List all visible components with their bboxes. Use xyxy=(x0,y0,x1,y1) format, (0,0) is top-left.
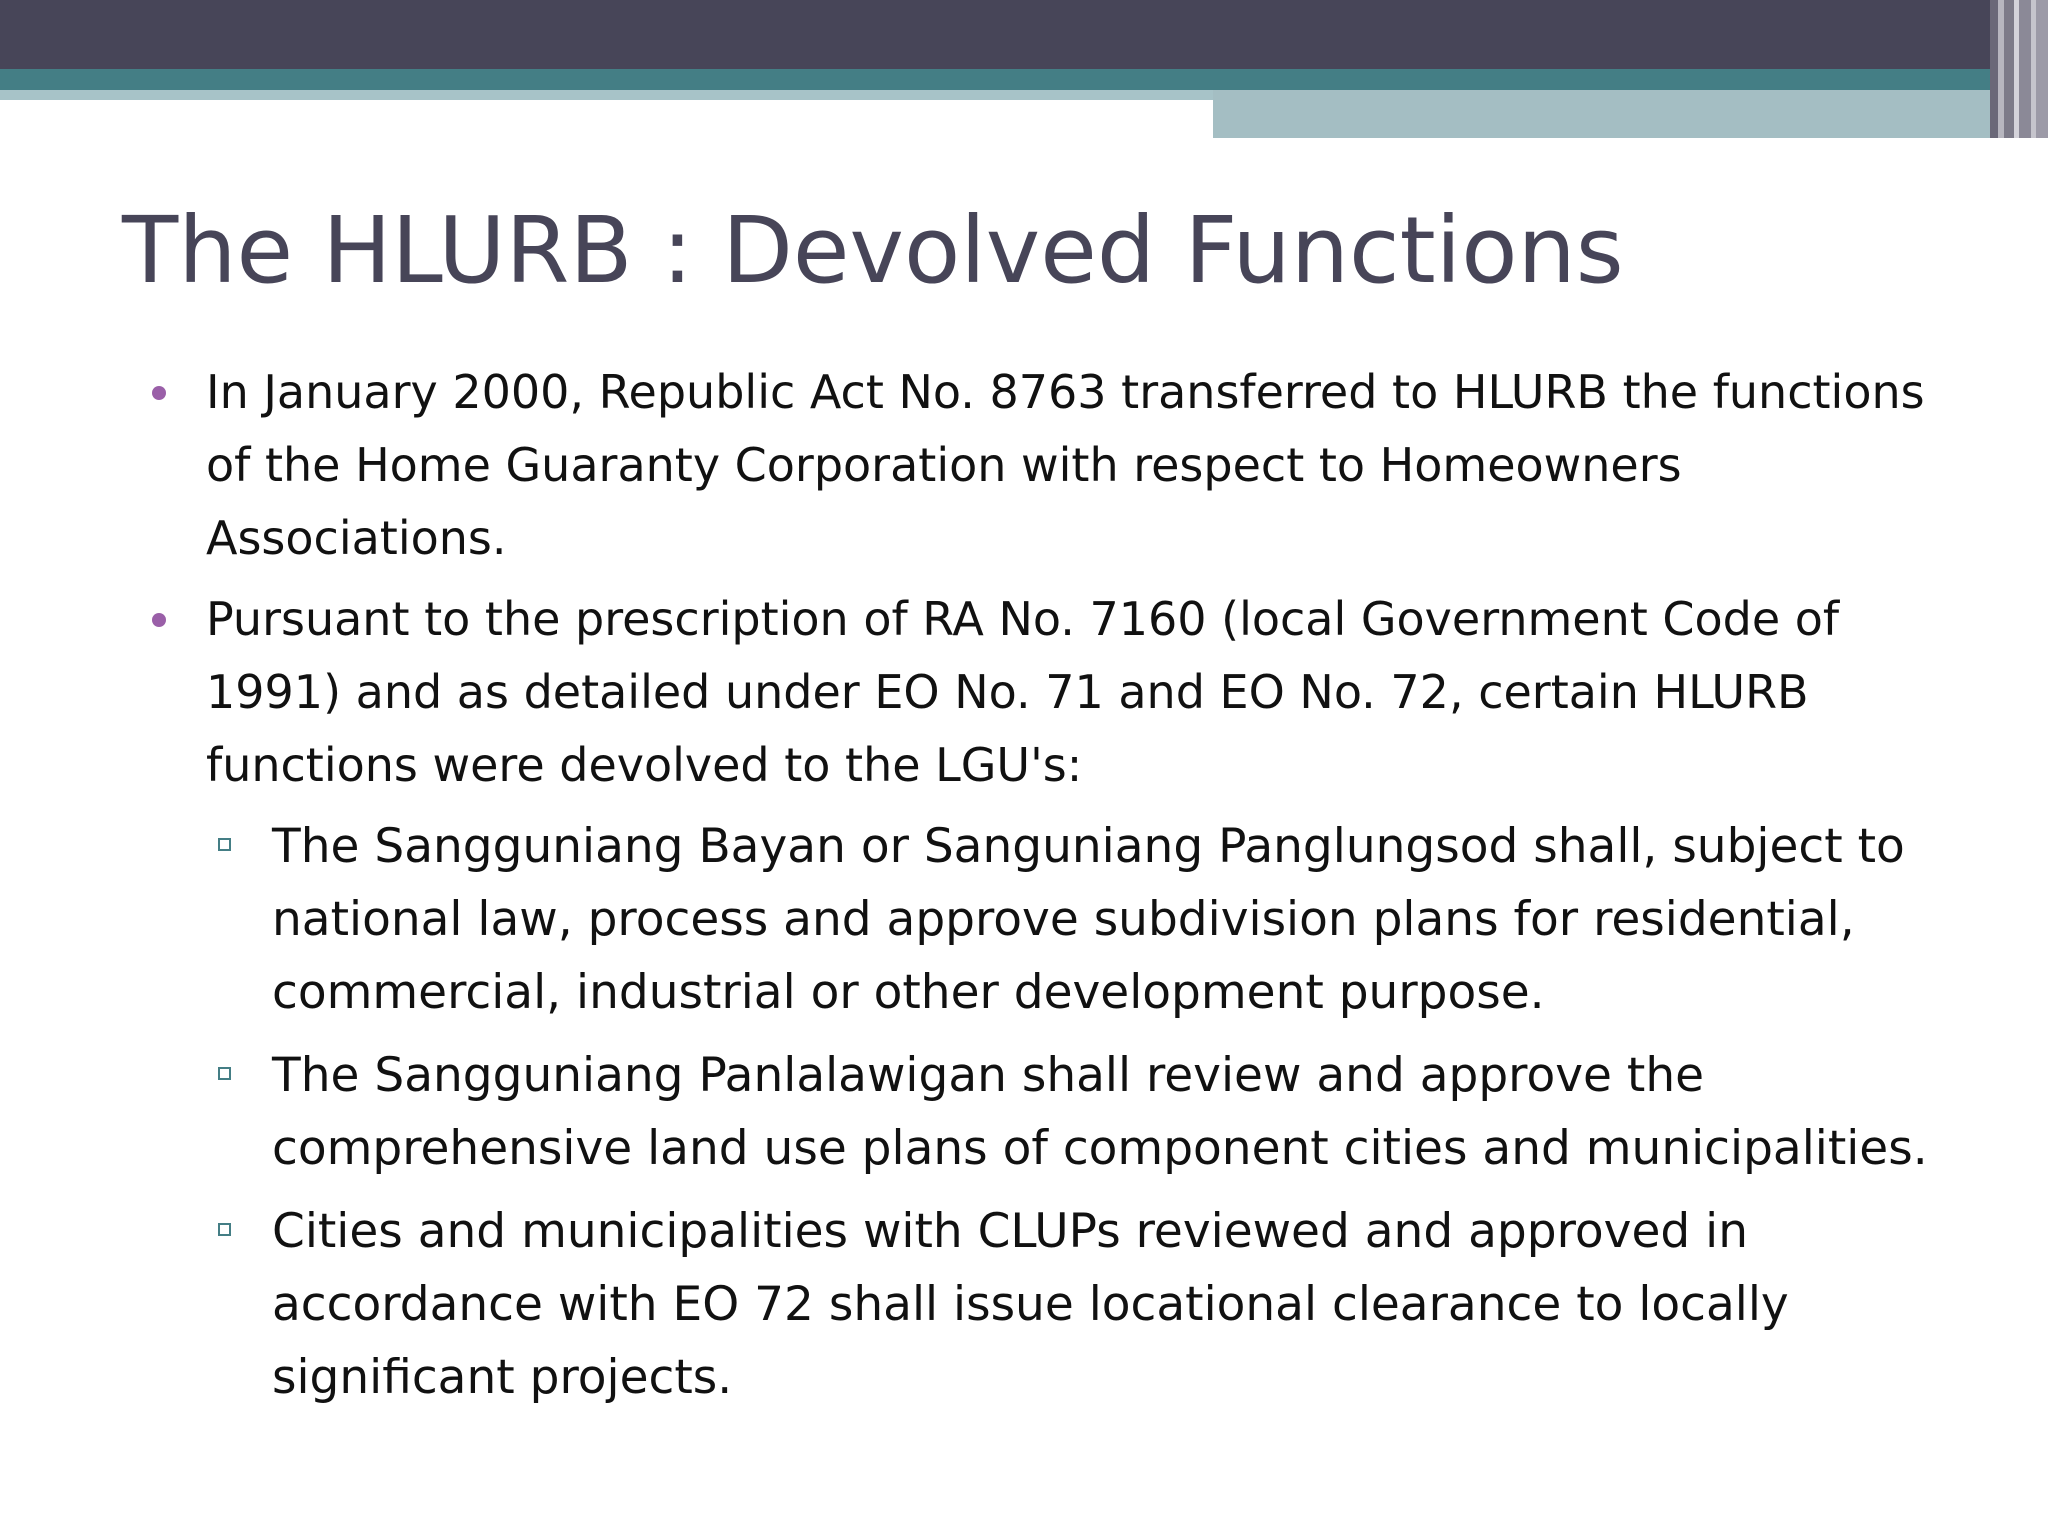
square-bullet-icon xyxy=(218,838,231,851)
slide-body xyxy=(140,356,1940,1424)
sub-bullet-text: The Sangguniang Bayan or Sanguniang Panglungsod shall, subject to national law, process and approve subdivision plans for residential, commercial, industrial or other development purpose. xyxy=(272,819,1905,1020)
bullet-dot-icon xyxy=(152,386,166,400)
sub-bullet-item xyxy=(206,1195,1940,1414)
bullet-text: In January 2000, Republic Act No. 8763 transferred to HLURB the functions of the Home Guaranty Corporation with respect to Homeowners Associations. xyxy=(206,365,1925,565)
slide-title: The HLURB : Devolved Functions xyxy=(122,197,1624,304)
sub-bullet-text: Cities and municipalities with CLUPs reviewed and approved in accordance with EO 72 shall issue locational clearance to locally significant projects. xyxy=(272,1204,1789,1405)
header-dark-bar xyxy=(0,0,2048,69)
sub-bullet-item xyxy=(206,810,1940,1029)
header-teal-bar xyxy=(0,69,2048,90)
square-bullet-icon xyxy=(218,1067,231,1080)
sub-bullet-item xyxy=(206,1039,1940,1185)
bullet-text: Pursuant to the prescription of RA No. 7160 (local Government Code of 1991) and as detailed under EO No. 71 and EO No. 72, certain HLURB functions were devolved to the LGU's: xyxy=(206,592,1840,792)
square-bullet-icon xyxy=(218,1223,231,1236)
bullet-item xyxy=(140,356,1940,575)
header-stripes xyxy=(1990,0,2048,138)
sub-bullet-text: The Sangguniang Panlalawigan shall review and approve the comprehensive land use plans of component cities and municipalities. xyxy=(272,1048,1928,1176)
bullet-dot-icon xyxy=(152,613,166,627)
header-thin-light-bar xyxy=(0,90,1213,100)
bullet-item xyxy=(140,583,1940,802)
header-light-bar xyxy=(1213,90,2048,138)
